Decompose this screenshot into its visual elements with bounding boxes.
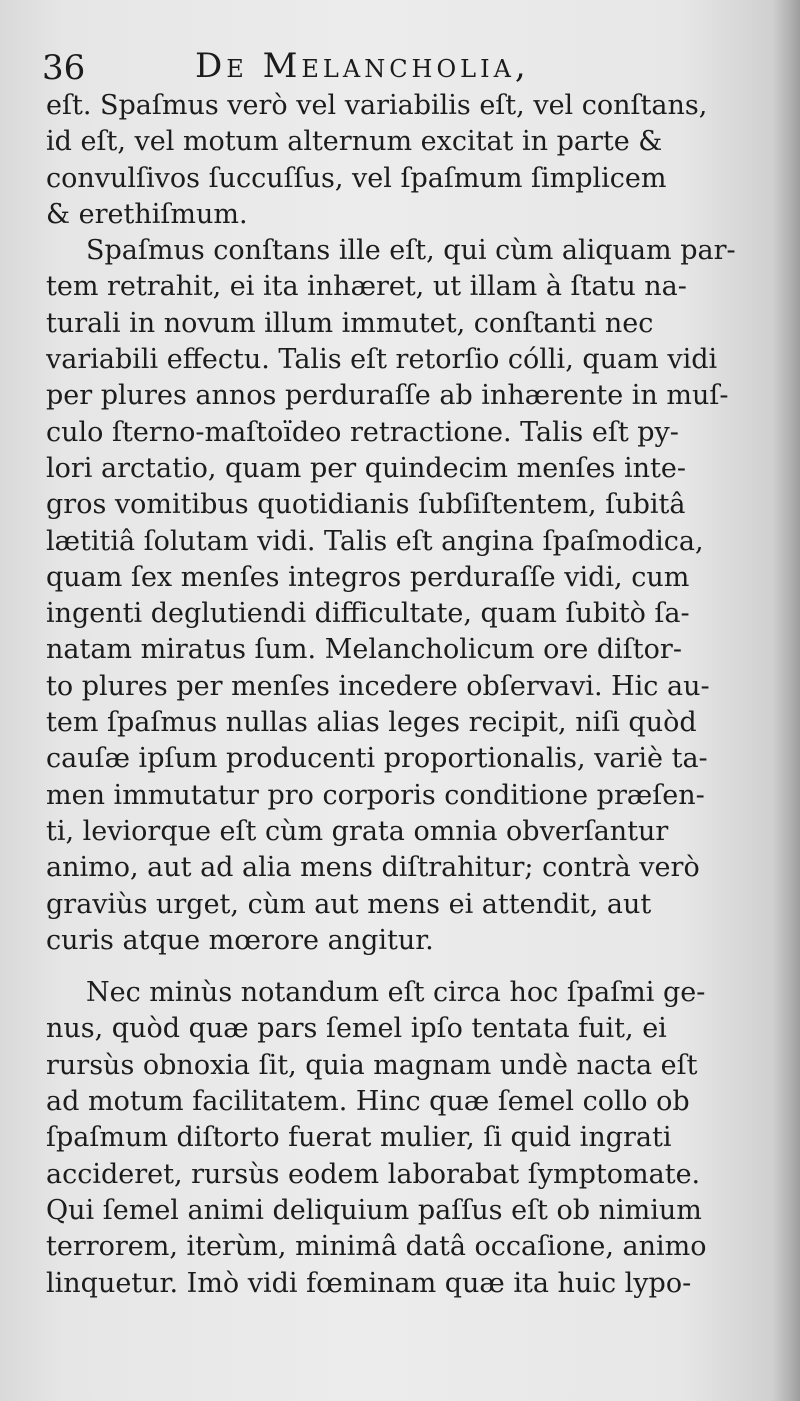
paragraph-1 — [46, 88, 754, 233]
paragraph-3 — [46, 975, 754, 1302]
text-line: Qui ſemel animi deliquium paſſus eſt ob nimium — [46, 1194, 702, 1226]
text-line: curis atque mœrore angitur. — [46, 924, 434, 956]
text-line: turali in novum illum immutet, conſtanti nec — [46, 307, 654, 339]
text-line: variabili effectu. Talis eſt retorſio cólli, quam vidi — [46, 344, 718, 376]
text-line: ingenti deglutiendi difficultate, quam ſubitò ſa- — [46, 598, 690, 630]
paragraph-2 — [46, 233, 754, 959]
text-line: lætitiâ ſolutam vidi. Talis eſt angina ſpaſmodica, — [46, 525, 704, 557]
text-line: terrorem, iterùm, minimâ datâ occaſione, animo — [46, 1231, 707, 1263]
body-text — [46, 88, 754, 1388]
text-line: id eſt, vel motum alternum excitat in parte & — [46, 126, 663, 158]
text-line: tem ſpaſmus nullas alias leges recipit, niſi quòd — [46, 707, 697, 739]
page-edge-shadow — [772, 0, 800, 1401]
text-line: Nec minùs notandum eſt circa hoc ſpaſmi ge- — [86, 977, 706, 1009]
paragraph-gap — [46, 959, 754, 975]
running-head: De Melancholia, — [195, 46, 530, 86]
text-line: lori arctatio, quam per quindecim menſes inte- — [46, 452, 686, 484]
text-line: & erethiſmum. — [46, 198, 248, 230]
text-line: quam ſex menſes integros perduraſſe vidi, cum — [46, 561, 690, 593]
text-line: eſt. Spaſmus verò vel variabilis eſt, vel conſtans, — [46, 90, 708, 121]
text-line: natam miratus ſum. Melancholicum ore diſtor- — [46, 634, 682, 666]
page-number: 36 — [42, 48, 86, 88]
text-line: tem retrahit, ei ita inhæret, ut illam à ſtatu na- — [46, 271, 687, 303]
text-line: Spaſmus conſtans ille eſt, qui cùm aliquam par- — [86, 235, 736, 267]
text-line: linquetur. Imò vidi fœminam quæ ita huic lypo- — [46, 1267, 692, 1299]
page-header — [40, 42, 740, 92]
text-line: per plures annos perduraſſe ab inhærente in muſ- — [46, 380, 729, 412]
text-line: cauſæ ipſum producenti proportionalis, variè ta- — [46, 743, 708, 775]
text-line: to plures per menſes incedere obſervavi. Hic au- — [46, 670, 710, 702]
text-line: rursùs obnoxia ſit, quia magnam undè nacta eſt — [46, 1049, 698, 1081]
text-line: accideret, rursùs eodem laborabat ſymptomate. — [46, 1158, 701, 1190]
text-line: ſpaſmum diſtorto fuerat mulier, ſi quid ingrati — [46, 1122, 672, 1154]
text-line: men immutatur pro corporis conditione præſen- — [46, 779, 705, 811]
text-line: convulſivos ſuccuſſus, vel ſpaſmum ſimplicem — [46, 162, 667, 194]
text-line: culo ſterno-maſtoïdeo retractione. Talis eſt py- — [46, 416, 679, 448]
text-line: ad motum facilitatem. Hinc quæ ſemel collo ob — [46, 1086, 690, 1118]
text-line: graviùs urget, cùm aut mens ei attendit, aut — [46, 888, 652, 920]
text-line: animo, aut ad alia mens diſtrahitur; contrà verò — [46, 852, 700, 884]
text-line: gros vomitibus quotidianis ſubſiſtentem, ſubitâ — [46, 489, 686, 521]
text-line: nus, quòd quæ pars ſemel ipſo tentata fuit, ei — [46, 1013, 667, 1045]
text-line: ti, leviorque eſt cùm grata omnia obverſantur — [46, 815, 669, 847]
